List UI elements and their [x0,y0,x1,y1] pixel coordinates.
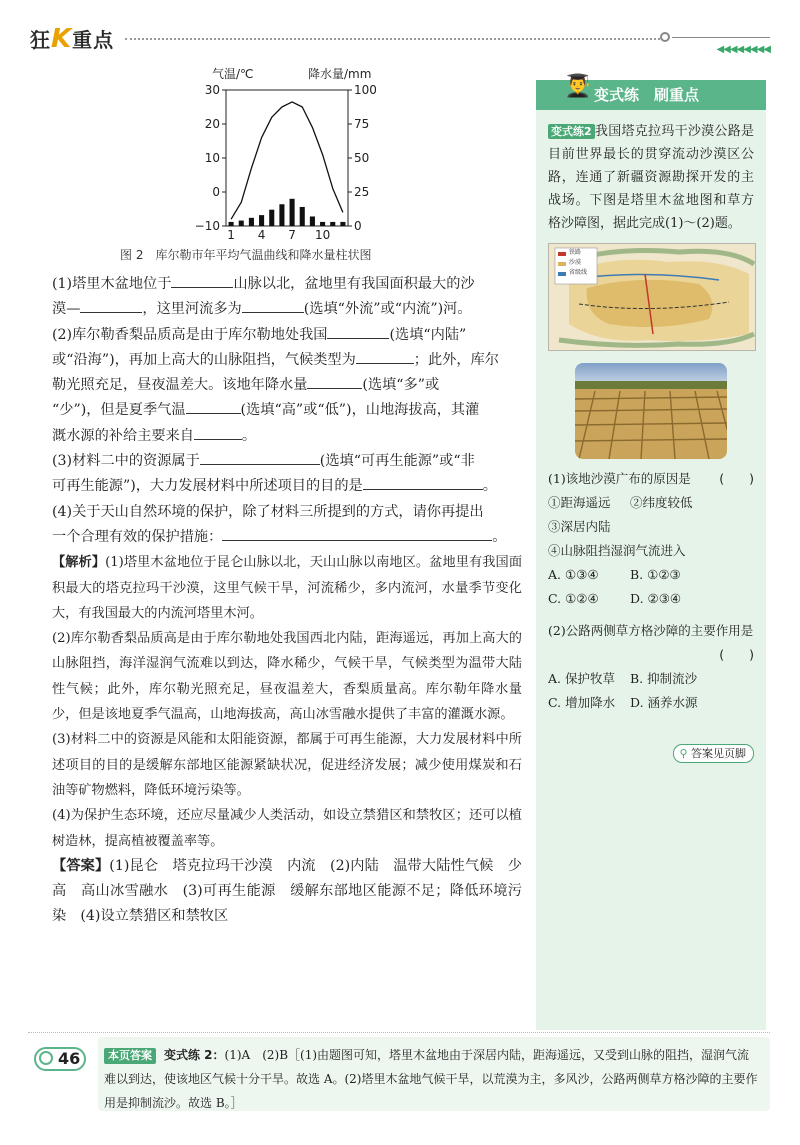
chart-caption: 图 2 库尔勒市年平均气温曲线和降水量柱状图 [120,248,372,262]
left-tick-label: 20 [204,117,220,131]
header-dotted-rule [125,38,660,40]
left-axis-label: 气温/℃ [212,67,254,81]
practice-panel [536,74,766,1030]
precipitation-bar [259,215,264,226]
page-answers-badge: 本页答案 [104,1048,156,1064]
x-tick-label: 4 [257,228,266,242]
right-tick-label: 75 [354,117,370,131]
question-2: (2)库尔勒香梨品质高是由于库尔勒地处我国 (选填“内陆” 或“沿海”)，再加上高大的山脉阻挡，气候类型为 ；此外，库尔 勒光照充足，昼夜温差大。该地年降水量 (选填“多”或 “少”)，但是夏季气温 (选填“高”或“低”)，山地海拔高，其灌 溉水源的补给主要来自 。 [52,323,522,449]
page-number: 46 [34,1047,86,1071]
map-legend-road: 省级线 [569,269,588,276]
left-tick-label: 0 [212,185,220,199]
x-tick-label: 7 [288,228,296,242]
explanation-2: (2)库尔勒香梨品质高是由于库尔勒地处我国西北内陆，距海遥远，再加上高大的山脉阻挡，海洋湿润气流难以到达，降水稀少，气候干旱，气候类型为温带大陆性气候；此外，库尔勒光照充足，昼夜温差大，香梨质量高。库尔勒年降水量少，但是该地夏季气温高，山地海拔高，高山冰雪融水提供了丰富的灌溉水源。 [52,631,522,723]
student-icon: 👨‍🎓 [564,74,592,99]
option-b[interactable]: B. 抑制流沙 [630,671,698,686]
exercise-badge: 变式练2 [548,124,595,139]
header-arrows-icon: ◀◀◀◀◀◀◀◀ [716,44,770,55]
grass-grid-photo [575,363,727,459]
answer-blank[interactable] [186,398,241,414]
left-tick-label: −10 [194,219,220,233]
right-tick-label: 100 [354,83,377,97]
answer-footnote-button[interactable]: ⚲ 答案见页脚 [673,744,754,763]
climate-chart [190,62,400,252]
question-4: (4)关于天山自然环境的保护，除了材料三所提到的方式，请你再提出 一个合理有效的保护措施： 。 [52,503,507,545]
answer-blank[interactable] [327,323,389,339]
left-tick-label: 10 [204,151,220,165]
precipitation-bar [320,222,325,226]
right-tick-label: 0 [354,219,362,233]
option-d[interactable]: D. ②③④ [630,591,682,606]
explanation: 【解析】(1)塔里木盆地位于昆仑山脉以北，天山山脉以南地区。盆地里有我国面积最大的塔克拉玛干沙漠，这里气候干旱，河流稀少，多内流河，水量季节变化大，有我国最大的内流河塔里木河。 [52,555,523,621]
panel-header: 👨‍🎓 变式练 刷重点 [536,80,766,110]
option-c[interactable]: C. 增加降水 [548,695,616,710]
page-footer [28,1032,770,1112]
precipitation-bar [229,222,234,226]
clock-icon [39,1051,53,1065]
plot-frame [226,90,348,226]
answer-blank[interactable] [171,272,233,288]
right-tick-label: 25 [354,185,370,199]
pin-icon: ⚲ [679,747,688,760]
answer-blank[interactable] [222,525,492,541]
map-legend-railway: 铁路 [569,249,582,256]
temperature-curve [231,102,343,219]
precipitation-bar [279,204,284,226]
answer-blank[interactable] [194,424,242,440]
answer-blank[interactable] [200,449,320,465]
precipitation-bar [300,207,305,226]
answer: 【答案】(1)昆仑 塔克拉玛干沙漠 内流 (2)内陆 温带大陆性气候 少 高 高山冰雪融水 (3)可再生能源 缓解东部地区能源不足；降低环境污染 (4)设立禁猎区和禁牧区 [52,857,537,925]
precipitation-bar [340,222,345,226]
option-d[interactable]: D. 涵养水源 [630,695,698,710]
answer-blank[interactable] [80,297,142,313]
option-a[interactable]: A. 保护牧草 [548,671,615,686]
answer-blank[interactable] [363,474,483,490]
brand-logo: 狂K重点 [30,24,115,54]
question-3: (3)材料二中的资源属于 (选填“可再生能源”或“非 可再生能源”)，大力发展材料中所述项目的目的是 。 [52,449,522,500]
photo-svg [575,363,727,459]
tarim-basin-map [548,243,756,351]
answer-blank[interactable] [242,297,304,313]
sub-question-1: (1)该地沙漠广布的原因是 ( ) ①距海遥远 ②纬度较低 ③深居内陆④山脉阻挡湿润气流进入 A. ①③④ B. ①②③ C. ①②④ D. ②③④ [548,467,754,611]
precipitation-bar [269,210,274,226]
panel-intro: 变式练2 我国塔克拉玛干沙漠公路是目前世界最长的贯穿流动沙漠区公路，连通了新疆资源勘探开发的主战场。下图是塔里木盆地图和草方格沙障图，据此完成(1)～(2)题。 [548,124,754,231]
explanation-4: (4)为保护生态环境，还应尽量减少人类活动，如设立禁猎区和禁牧区；还可以植树造林，提高植被覆盖率等。 [52,808,522,849]
option-b[interactable]: B. ①②③ [630,567,681,582]
precipitation-bar [330,222,335,226]
page-header [30,20,770,60]
sub-question-2: (2)公路两侧草方格沙障的主要作用是 ( ) A. 保护牧草 B. 抑制流沙 C. 增加降水 D. 涵养水源 [548,619,754,715]
question-1: (1)塔里木盆地位于 山脉以北，盆地里有我国面积最大的沙 漠— ，这里河流多为 (选填“外流”或“内流”)河。 [52,272,522,323]
panel-body [536,110,766,715]
climate-chart-svg [190,62,400,252]
header-ring-icon [660,32,670,42]
question-area [52,272,537,930]
answer-blank[interactable] [356,348,414,364]
left-tick-label: 30 [204,83,220,97]
page-answers: 本页答案 变式练 2：(1)A (2)B［(1)由题图可知，塔里木盆地由于深居内陆，距海遥远，又受到山脉的阻挡，湿润气流难以到达，使该地区气候十分干旱。故选 A。(2)塔里木盆地气候干旱，以荒漠为主，多风沙，公路两侧草方格沙障的主要作用是抑制流沙。故选 B。］ [98,1037,770,1111]
x-tick-label: 10 [314,228,331,242]
option-a[interactable]: A. ①③④ [548,567,599,582]
answer-blank[interactable] [307,373,362,389]
option-c[interactable]: C. ①②④ [548,591,599,606]
precipitation-bar [310,216,315,226]
x-tick-label: 1 [227,228,235,242]
right-tick-label: 50 [354,151,370,165]
explanation-3: (3)材料二中的资源是风能和太阳能资源，都属于可再生能源，大力发展材料中所述项目的目的是缓解东部地区能源紧缺状况，促进经济发展；减少使用煤炭和石油等矿物燃料，降低环境污染等。 [52,732,522,798]
right-axis-label: 降水量/mm [308,67,372,81]
header-rule [672,37,770,38]
precipitation-bar [249,218,254,226]
precipitation-bar [239,221,244,226]
map-legend-desert: 沙漠 [569,259,582,266]
precipitation-bar [290,199,295,226]
